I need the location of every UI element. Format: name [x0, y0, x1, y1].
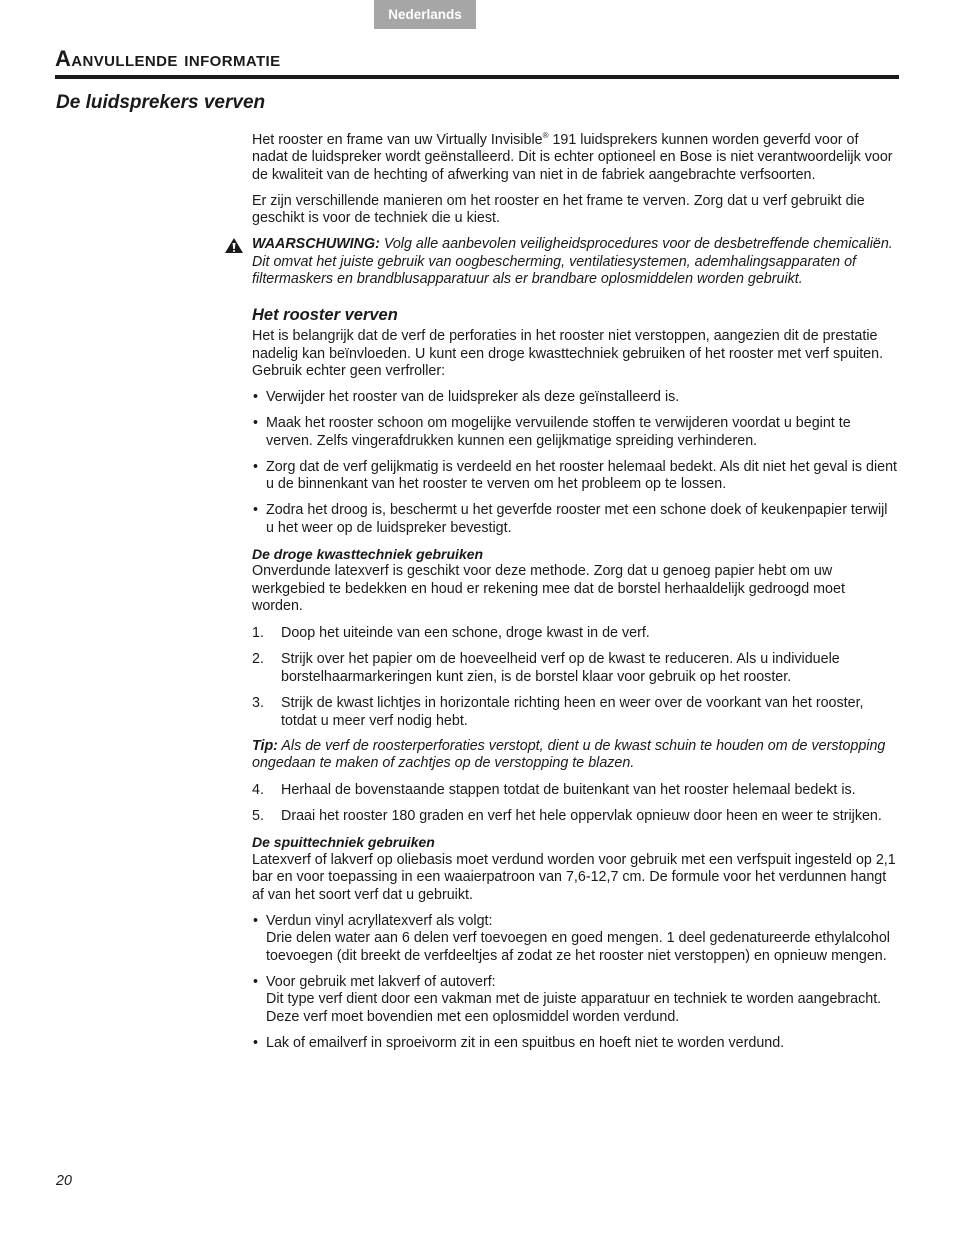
list-item-text: Zodra het droog is, beschermt u het geverfde rooster met een schone doek of keukenpapier terwijl u het weer op de luidspreker bevestigt. — [266, 502, 888, 536]
title-rule — [55, 75, 899, 79]
list-item — [252, 1035, 898, 1053]
step-text: Strijk over het papier om de hoeveelheid verf op de kwast te reduceren. Als u individuele borstelhaarmarkeringen kunt zien, is de borstel klaar voor gebruik op het rooster. — [281, 650, 840, 686]
list-item-title: Voor gebruik met lakverf of autoverf: — [266, 973, 496, 990]
bullet-glyph: • — [253, 458, 259, 475]
grille-heading: Het rooster verven — [252, 305, 398, 324]
bullet-glyph: • — [253, 415, 259, 432]
list-item — [252, 459, 898, 494]
tip-note — [252, 738, 898, 773]
registered-mark: ® — [542, 131, 549, 140]
list-item-text: Zorg dat de verf gelijkmatig is verdeeld en het rooster helemaal bedekt. Als dit niet het geval is dient u de binnenkant van het rooster te verven om het probleem op te lossen. — [266, 458, 898, 493]
tip-label: Tip: — [252, 737, 278, 754]
step-text: Draai het rooster 180 graden en verf het hele oppervlak opnieuw door heen en weer te strijken. — [281, 807, 882, 824]
step-number: 5. — [252, 807, 264, 824]
step-item — [252, 694, 898, 731]
step-item — [252, 807, 898, 826]
warning-label: WAARSCHUWING: — [252, 236, 380, 253]
dry-brush-intro: Onverdunde latexverf is geschikt voor deze methode. Zorg dat u genoeg papier hebt om uw werkgebied te bedekken en houd er rekening mee dat de borstel herhaaldelijk gedroogd moet worden. — [252, 563, 845, 615]
list-item-text: Dit type verf dient door een vakman met de juiste apparatuur en techniek te worden aangebracht. Deze verf moet bovendien met een oplosmiddel worden verdund. — [266, 991, 882, 1025]
list-item-text: Drie delen water aan 6 delen verf toevoegen en goed mengen. 1 deel gedenatureerde ethylalcohol toevoegen (dit breekt de verfdeeltjes af zodat ze het rooster niet verstoppen) en opnieuw mengen. — [266, 930, 890, 964]
bullet-glyph: • — [253, 912, 259, 929]
spray-bullet-list — [252, 913, 898, 1053]
list-item-text: Lak of emailverf in sproeivorm zit in een spuitbus en hoeft niet te worden verdund. — [266, 1034, 785, 1051]
intro-paragraph-2: Er zijn verschillende manieren om het rooster en het frame te verven. Zorg dat u verf gebruikt die geschikt is voor de techniek die u kiest. — [252, 192, 865, 227]
intro-text-start: Het rooster en frame van uw Virtually Invisible — [252, 131, 543, 148]
grille-intro: Het is belangrijk dat de verf de perforaties in het rooster niet verstoppen, aangezien dit de prestatie nadelig kan beïnvloeden. U kunt een droge kwasttechniek gebruiken of het rooster met verf spuiten. Gebruik echter geen verfroller: — [252, 328, 884, 380]
step-item — [252, 650, 898, 687]
dry-brush-steps-continued — [252, 781, 898, 825]
step-item — [252, 624, 898, 643]
page-number: 20 — [56, 1173, 72, 1189]
list-item — [252, 974, 898, 1027]
intro-text-end: 191 luidsprekers kunnen worden geverfd voor of nadat de luidspreker wordt geënstalleerd. Dit is echter optioneel en Bose is niet verantwoordelijk voor de kwaliteit van de hechting of afwerking van niet in de fabriek aangebrachte verfsoorten. — [252, 131, 893, 183]
page-title: Aanvullende informatie — [55, 46, 281, 71]
step-number: 4. — [252, 782, 264, 799]
bullet-glyph: • — [253, 389, 259, 406]
list-item-text: Maak het rooster schoon om mogelijke vervuilende stoffen te verwijderen voordat u begint te verven. Zelfs vingerafdrukken kunnen een gelijkmatige spreiding verhinderen. — [266, 415, 851, 449]
spray-heading: De spuittechniek gebruiken — [252, 834, 435, 851]
section-title: De luidsprekers verven — [56, 92, 266, 113]
step-number: 2. — [252, 650, 264, 667]
tip-text: Als de verf de roosterperforaties verstopt, dient u de kwast schuin te houden om de verstopping ongedaan te maken of zachtjes op de verstopping te blazen. — [252, 737, 886, 772]
warning-text: Volg alle aanbevolen veiligheidsprocedures voor de desbetreffende chemicaliën. Dit omvat het juiste gebruik van oogbescherming, ventilatiesystemen, ademhalingsapparaten of filtermaskers en brandblusapparatuur als er brandbare oplosmiddelen worden gebruikt. — [252, 236, 893, 288]
dry-brush-heading: De droge kwasttechniek gebruiken — [252, 545, 484, 562]
step-text: Doop het uiteinde van een schone, droge kwast in de verf. — [281, 625, 650, 642]
step-item — [252, 781, 898, 800]
step-text: Herhaal de bovenstaande stappen totdat de buitenkant van het rooster helemaal bedekt is. — [281, 782, 856, 799]
grille-bullet-list — [252, 389, 898, 537]
warning-triangle-icon — [224, 237, 244, 254]
intro-paragraph-1 — [252, 127, 898, 184]
step-number: 1. — [252, 625, 264, 642]
list-item — [252, 389, 898, 407]
content — [252, 127, 898, 1061]
bullet-glyph: • — [253, 1034, 259, 1051]
bullet-glyph: • — [253, 973, 259, 990]
spray-intro: Latexverf of lakverf op oliebasis moet verdund worden voor gebruik met een verfspuit ingesteld op 2,1 bar en voor toepassing in een waaierpatroon van 7,6-12,7 cm. De formule voor het verdunnen hangt af van het soort verf dat u gebruikt. — [252, 851, 896, 903]
language-tab: Nederlands — [374, 0, 476, 29]
list-item-text: Verwijder het rooster van de luidspreker als deze geïnstalleerd is. — [266, 389, 680, 406]
step-text: Strijk de kwast lichtjes in horizontale richting heen en weer over de voorkant van het rooster, totdat u meer verf nodig hebt. — [281, 694, 864, 730]
list-item — [252, 913, 898, 966]
list-item-title: Verdun vinyl acryllatexverf als volgt: — [266, 912, 493, 929]
bullet-glyph: • — [253, 502, 259, 519]
warning-block — [252, 236, 898, 289]
dry-brush-steps — [252, 624, 898, 731]
step-number: 3. — [252, 694, 264, 711]
list-item — [252, 502, 898, 537]
list-item — [252, 415, 898, 450]
